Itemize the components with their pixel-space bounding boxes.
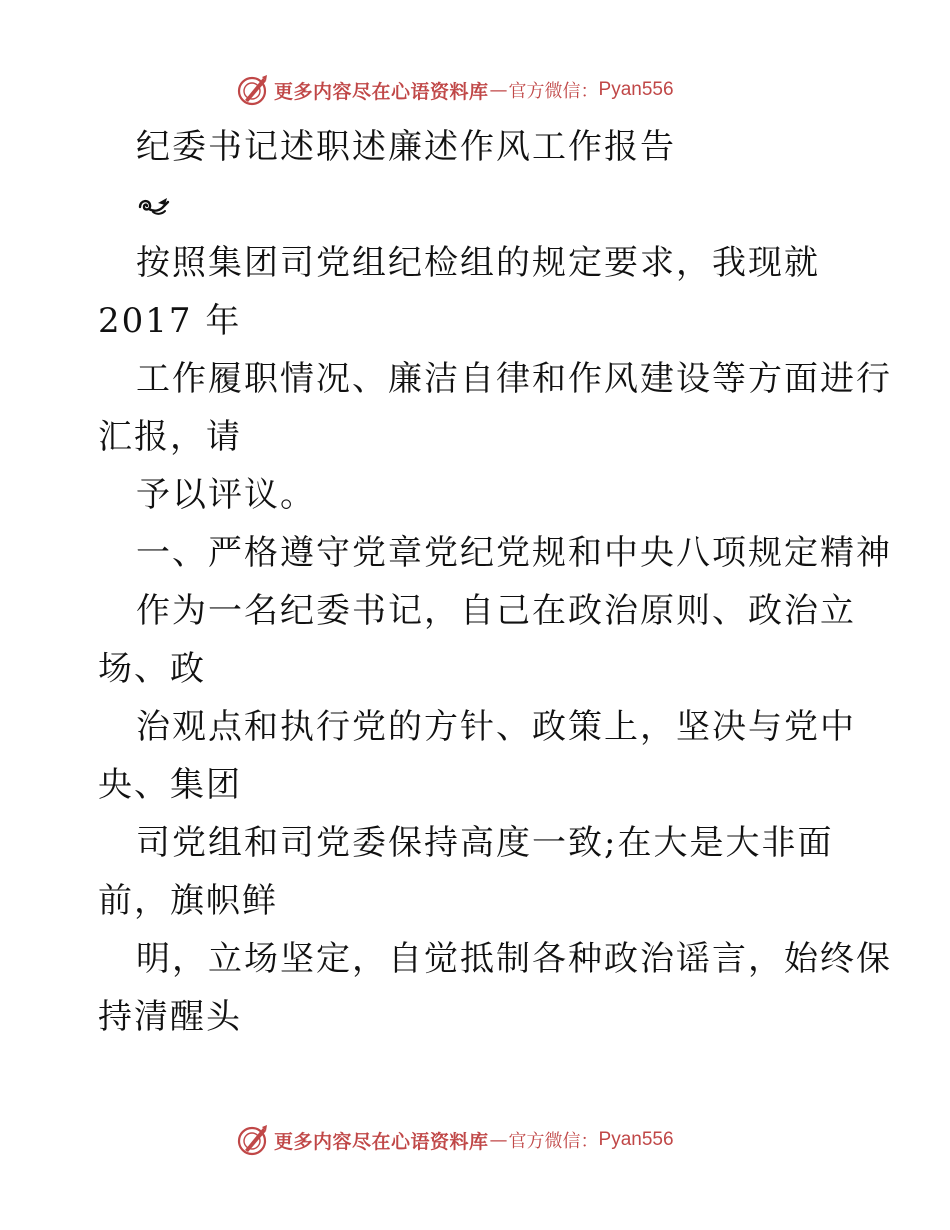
- paragraph-lines: [98, 234, 892, 1046]
- footer-banner: [236, 1122, 674, 1158]
- swirl-ornament-icon: [136, 194, 170, 216]
- text-line: 作为一名纪委书记，自己在政治原则、政治立: [136, 591, 856, 631]
- text-line: 司党组和司党委保持高度一致;在大是大非面: [136, 823, 834, 863]
- banner-wechat-id: Pyan556: [598, 1129, 674, 1150]
- banner-wechat-label: 官方微信：: [508, 1131, 599, 1152]
- banner-dash: —: [489, 79, 508, 101]
- banner-wechat-id: Pyan556: [598, 79, 674, 100]
- document-body: [98, 118, 892, 1046]
- banner-text: 更多内容尽在心语资料库: [274, 80, 489, 103]
- text-line: 按照集团司党组纪检组的规定要求，我现就: [136, 243, 820, 283]
- banner-text: 更多内容尽在心语资料库: [274, 1130, 489, 1153]
- header-banner: [236, 72, 674, 108]
- ornament-row: [98, 176, 858, 234]
- banner-wechat-label: 官方微信：: [508, 81, 599, 102]
- banner-dash: —: [489, 1129, 508, 1151]
- text-line: 场、政: [98, 649, 206, 689]
- text-line: 前，旗帜鲜: [98, 881, 278, 921]
- text-line: 一、严格遵守党章党纪党规和中央八项规定精神: [136, 533, 892, 573]
- text-line: 汇报，请: [98, 417, 242, 457]
- text-line: 治观点和执行党的方针、政策上，坚决与党中: [136, 707, 856, 747]
- logo-icon: [236, 73, 270, 107]
- text-line: 明，立场坚定，自觉抵制各种政治谣言，始终保: [136, 939, 892, 979]
- logo-icon: [236, 1123, 270, 1157]
- text-line: 工作履职情况、廉洁自律和作风建设等方面进行: [136, 359, 892, 399]
- text-line: 央、集团: [98, 765, 242, 805]
- text-line: 2017 年: [98, 301, 242, 341]
- text-line: 持清醒头: [98, 997, 242, 1037]
- text-line: 予以评议。: [136, 475, 316, 515]
- document-title: 纪委书记述职述廉述作风工作报告: [136, 127, 676, 167]
